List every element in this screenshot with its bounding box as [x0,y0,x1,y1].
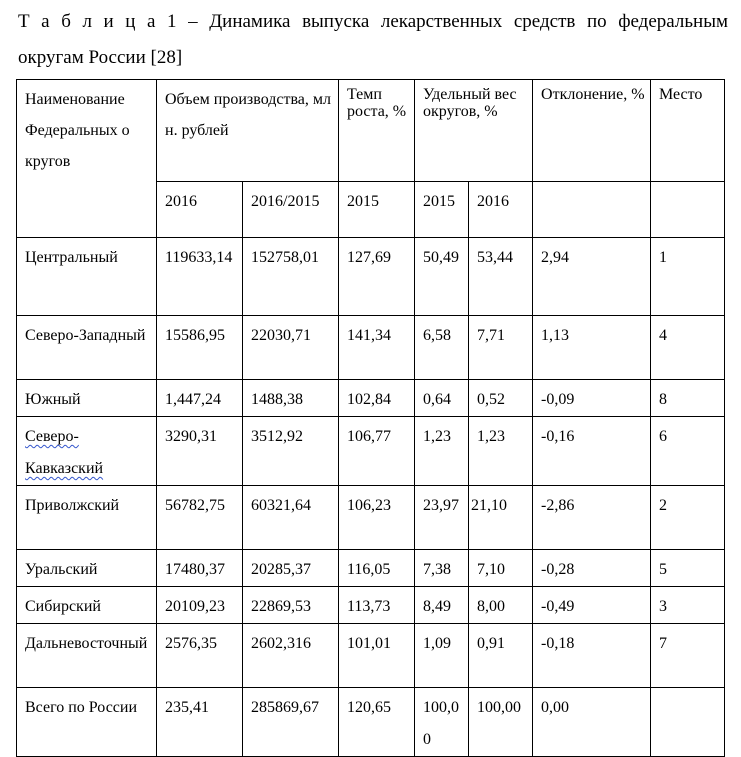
subheader-cell: 2016 [469,182,533,238]
district-name: Дальневосточный [17,624,157,688]
place: 1 [651,238,725,316]
share-2016: 21,10 [469,486,533,550]
header-deviation: Отклонение, % [533,80,651,182]
deviation: -2,86 [533,486,651,550]
place [651,688,725,757]
volume-2016: 3290,31 [157,417,243,486]
share-2016: 0,52 [469,380,533,417]
volume-2016-2015: 60321,64 [243,486,339,550]
place: 8 [651,380,725,417]
district-name: Приволжский [17,486,157,550]
table-row [17,417,725,486]
header-share: Удельный вес округов, % [415,80,533,182]
deviation: 2,94 [533,238,651,316]
growth-2015: 106,23 [339,486,415,550]
deviation: 1,13 [533,316,651,380]
production-table [16,79,725,757]
place: 5 [651,550,725,587]
district-name: Сибирский [17,587,157,624]
subheader-cell: 2015 [415,182,469,238]
deviation: -0,16 [533,417,651,486]
table-row [17,316,725,380]
volume-2016: 20109,23 [157,587,243,624]
volume-2016: 119633,14 [157,238,243,316]
header-district: Наименование Федеральных округов [17,80,157,238]
table-row [17,688,725,757]
deviation: -0,28 [533,550,651,587]
district-name [17,417,157,486]
share-2016: 1,23 [469,417,533,486]
spellcheck-text: Северо-Кавказский [25,428,104,477]
deviation: 0,00 [533,688,651,757]
share-2015: 1,09 [415,624,469,688]
volume-2016-2015: 20285,37 [243,550,339,587]
place: 7 [651,624,725,688]
growth-2015: 106,77 [339,417,415,486]
header-growth: Темп роста, % [339,80,415,182]
district-name: Южный [17,380,157,417]
volume-2016-2015: 22030,71 [243,316,339,380]
table-row [17,624,725,688]
share-2015: 7,38 [415,550,469,587]
share-2016: 100,00 [469,688,533,757]
place: 3 [651,587,725,624]
district-name: Всего по России [17,688,157,757]
subheader-cell: 2016/2015 [243,182,339,238]
deviation: -0,09 [533,380,651,417]
subheader-cell [533,182,651,238]
volume-2016-2015: 22869,53 [243,587,339,624]
volume-2016-2015: 285869,67 [243,688,339,757]
district-name: Центральный [17,238,157,316]
volume-2016: 2576,35 [157,624,243,688]
volume-2016: 235,41 [157,688,243,757]
share-2016: 0,91 [469,624,533,688]
subheader-cell: 2016 [157,182,243,238]
volume-2016: 56782,75 [157,486,243,550]
header-place: Место [651,80,725,182]
volume-2016-2015: 3512,92 [243,417,339,486]
share-2016: 53,44 [469,238,533,316]
volume-2016: 17480,37 [157,550,243,587]
share-2015: 23,97 [415,486,469,550]
growth-2015: 120,65 [339,688,415,757]
table-row [17,380,725,417]
subheader-cell: 2015 [339,182,415,238]
table-row [17,587,725,624]
share-2015: 50,49 [415,238,469,316]
growth-2015: 116,05 [339,550,415,587]
growth-2015: 113,73 [339,587,415,624]
caption-line-2: округам России [28] [18,47,183,68]
caption-line-1: Т а б л и ц а 1 – Динамика выпуска лекарственных средств по федеральным [18,11,728,32]
share-2015: 1,23 [415,417,469,486]
share-2016: 7,71 [469,316,533,380]
volume-2016: 1,447,24 [157,380,243,417]
deviation: -0,49 [533,587,651,624]
share-2015: 6,58 [415,316,469,380]
header-volume: Объем производства, млн. рублей [157,80,339,182]
header-row [17,80,725,182]
growth-2015: 101,01 [339,624,415,688]
share-2015: 8,49 [415,587,469,624]
share-2016: 8,00 [469,587,533,624]
table-row [17,550,725,587]
growth-2015: 141,34 [339,316,415,380]
share-2015: 0,64 [415,380,469,417]
deviation: -0,18 [533,624,651,688]
share-2016: 7,10 [469,550,533,587]
district-name: Уральский [17,550,157,587]
subheader-cell [651,182,725,238]
volume-2016: 15586,95 [157,316,243,380]
place: 6 [651,417,725,486]
growth-2015: 127,69 [339,238,415,316]
table-row [17,238,725,316]
volume-2016-2015: 1488,38 [243,380,339,417]
share-2015: 100,00 [415,688,469,757]
volume-2016-2015: 2602,316 [243,624,339,688]
place: 2 [651,486,725,550]
volume-2016-2015: 152758,01 [243,238,339,316]
place: 4 [651,316,725,380]
district-name: Северо-Западный [17,316,157,380]
growth-2015: 102,84 [339,380,415,417]
table-row [17,486,725,550]
